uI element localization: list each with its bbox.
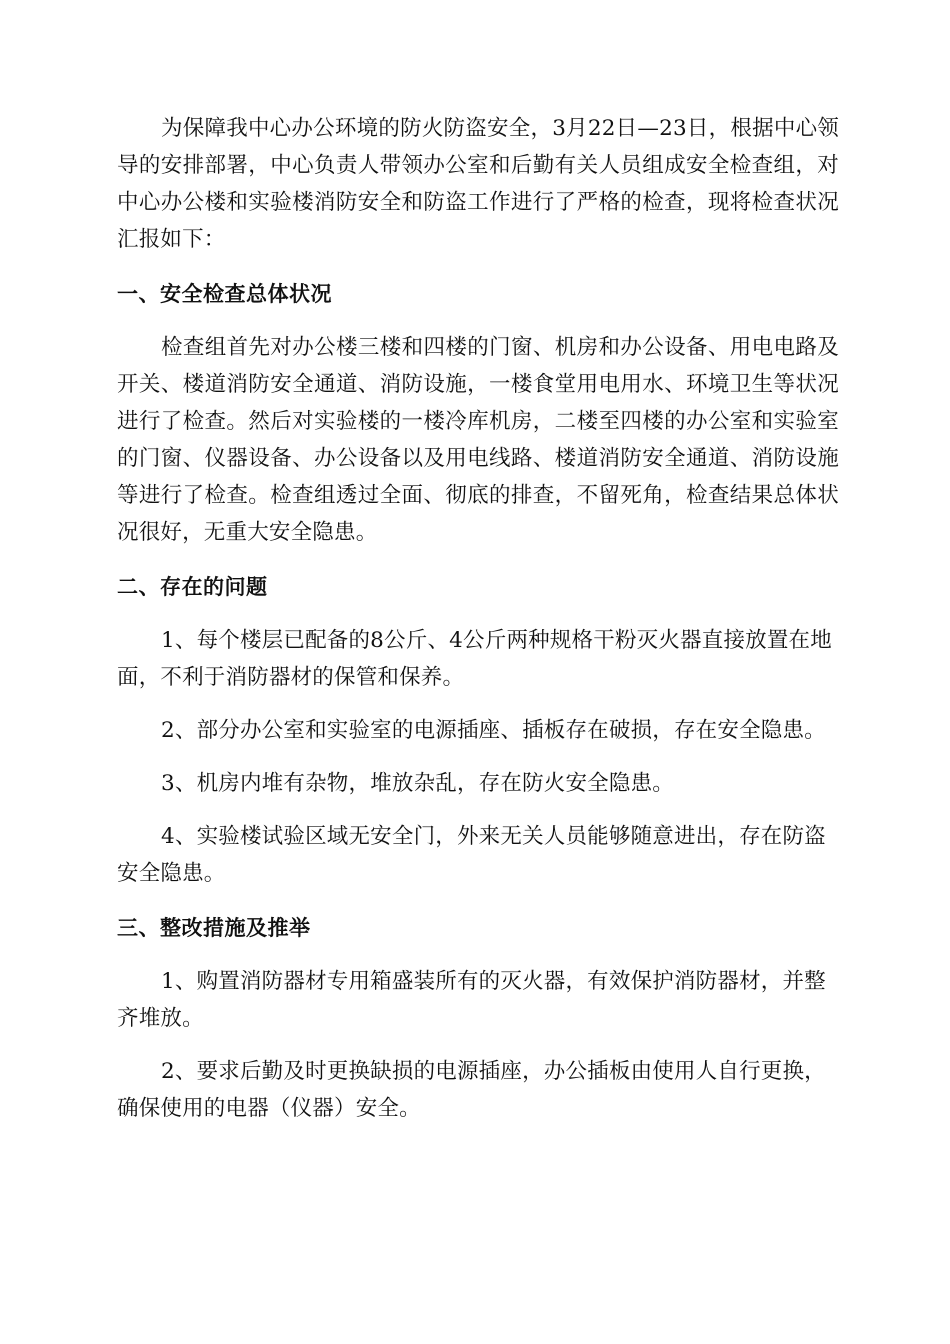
problem-item-3: 3、机房内堆有杂物，堆放杂乱，存在防火安全隐患。 [161,771,674,796]
section-3-heading: 三、整改措施及推举 [117,916,311,940]
intro-paragraph: 为保障我中心办公环境的防火防盗安全，3月22日—23日，根据中心领导的安排部署，中心负责人带领办公室和后勤有关人员组成安全检查组，对中心办公楼和实验楼消防安全和防盗工作进行了严格的检查，现将检查状况汇报如下： [117,116,839,252]
document-page [117,110,839,1143]
section-1-paragraph: 检查组首先对办公楼三楼和四楼的门窗、机房和办公设备、用电电路及开关、楼道消防安全通道、消防设施，一楼食堂用电用水、环境卫生等状况进行了检查。然后对实验楼的一楼冷库机房，二楼至四楼的办公室和实验室的门窗、仪器设备、办公设备以及用电线路、楼道消防安全通道、消防设施等进行了检查。检查组透过全面、彻底的排查，不留死角，检查结果总体状况很好，无重大安全隐患。 [117,335,839,545]
section-1-heading: 一、安全检查总体状况 [117,282,332,306]
measure-item-1: 1、购置消防器材专用箱盛装所有的灭火器，有效保护消防器材，并整齐堆放。 [117,969,826,1031]
section-2-heading: 二、存在的问题 [117,575,268,599]
problem-item-1: 1、每个楼层已配备的8公斤、4公斤两种规格干粉灭火器直接放置在地面，不利于消防器材的保管和保养。 [117,628,832,690]
measure-item-2: 2、要求后勤及时更换缺损的电源插座，办公插板由使用人自行更换，确保使用的电器（仪器）安全。 [117,1059,826,1121]
problem-item-4: 4、实验楼试验区域无安全门，外来无关人员能够随意进出，存在防盗安全隐患。 [117,824,826,886]
problem-item-2: 2、部分办公室和实验室的电源插座、插板存在破损，存在安全隐患。 [161,718,826,743]
